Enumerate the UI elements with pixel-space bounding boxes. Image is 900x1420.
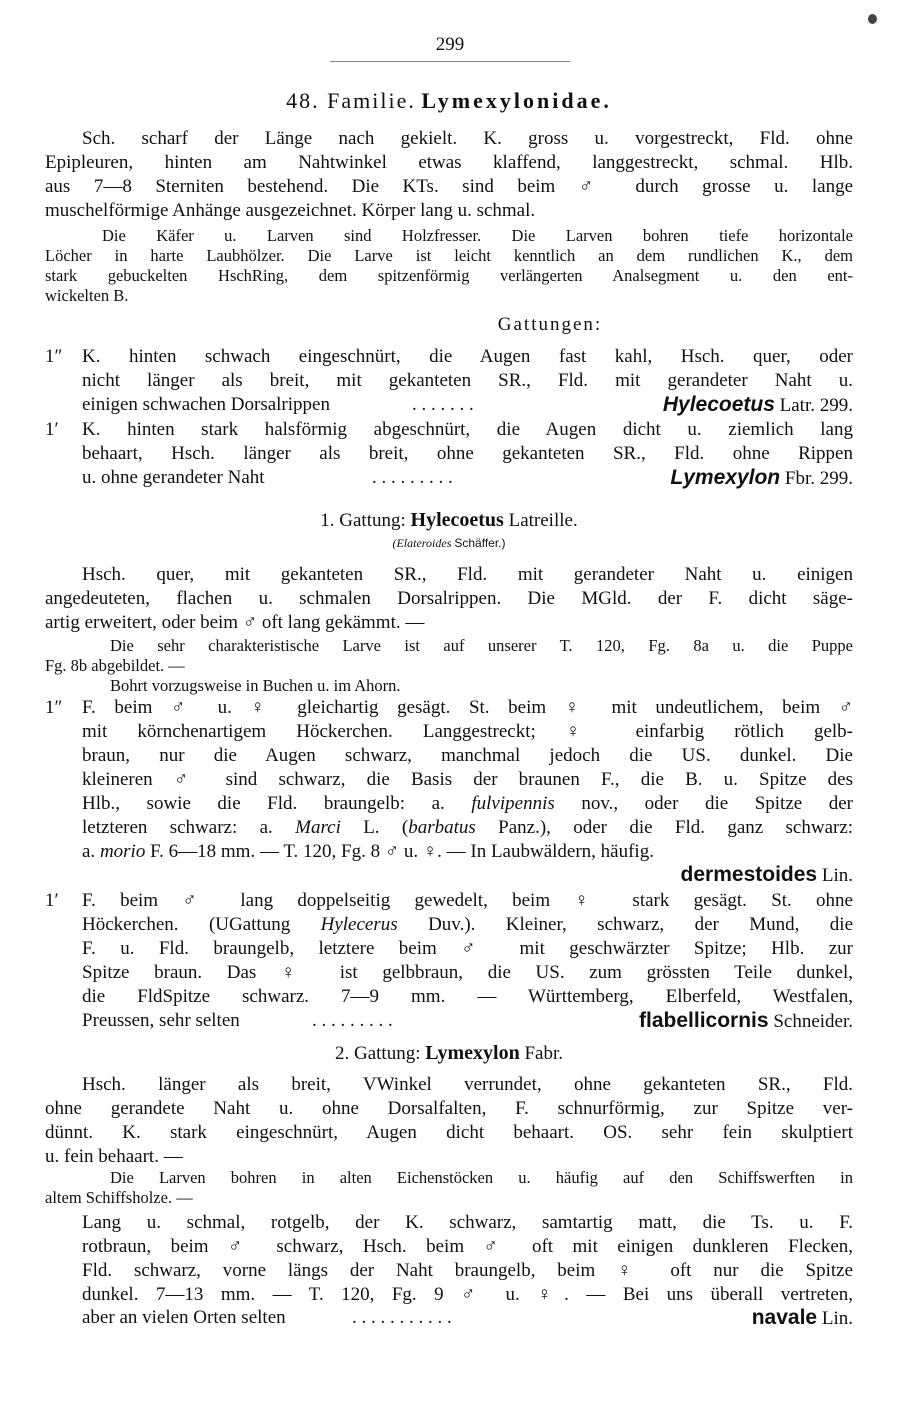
family-desc-line: Epipleuren, hinten am Nahtwinkel etwas klaffend, langgestreckt, schmal. Hlb. [45, 152, 853, 173]
family-name: Lymexylonidae. [421, 88, 612, 113]
key-genus-ref [663, 394, 853, 417]
species-text: Lang u. schmal, rotgelb, der K. schwarz, samtartig matt, die Ts. u. F. [82, 1212, 853, 1233]
key-couplet-1 [45, 346, 853, 368]
genus-author: Latreille. [508, 510, 578, 531]
genus-prefix: 2. Gattung: [335, 1043, 421, 1064]
genus2-note-line: altem Schiffsholze. — [45, 1188, 193, 1207]
species-text: a. [82, 841, 96, 862]
species-name: dermestoides [680, 863, 818, 886]
family-desc-line: aus 7—8 Sterniten bestehend. Die KTs. sind beim ♂ durch grosse u. lange [45, 176, 853, 197]
genus1-note-line: Fg. 8b abgebildet. — [45, 656, 185, 675]
species-author: Lin. [821, 865, 853, 886]
synonym-name: (Elateroides [392, 536, 452, 550]
species-text: Höckerchen. (UGattung [82, 914, 291, 935]
leader-dots: . . . . . . . . . . . [352, 1307, 452, 1328]
key-text: einigen schwachen Dorsalrippen [82, 394, 330, 415]
species-name-line [82, 1010, 853, 1032]
species-text: die FldSpitze schwarz. 7—9 mm. — Württemberg, Elberfeld, Westfalen, [82, 986, 853, 1007]
genus1-desc-line: angedeuteten, flachen u. schmalen Dorsalrippen. Die MGld. der F. dicht säge- [45, 588, 853, 609]
synonym-author: Schäffer.) [454, 536, 506, 550]
species-name-line [45, 864, 853, 887]
species-text: Panz.), oder die Fld. ganz schwarz: [498, 817, 854, 838]
key-line-genus [82, 467, 853, 489]
species-author: Schneider. [773, 1011, 853, 1032]
species-text: Duv.). Kleiner, schwarz, der Mund, die [428, 914, 854, 935]
genus1-desc-line: Hsch. quer, mit gekanteten SR., Fld. mit gerandeter Naht u. einigen [82, 564, 853, 585]
genus2-desc-line: u. fein behaart. — [45, 1146, 183, 1167]
species-text: dunkel. 7—13 mm. — T. 120, Fg. 9 ♂ u. ♀. — Bei uns überall vertreten, [82, 1284, 853, 1305]
species-name-line [82, 1307, 853, 1329]
family-desc-line: muschelförmige Anhänge ausgezeichnet. Körper lang u. schmal. [45, 200, 536, 221]
genus1-synonym [45, 536, 853, 550]
header-rule [330, 61, 570, 62]
genus-name: Hylecoetus [662, 393, 775, 416]
key-couplet-2 [45, 419, 853, 441]
aberration-name: morio [99, 841, 146, 862]
key-text: nicht länger als breit, mit gekanteten SR., Fld. mit gerandeter Naht u. [82, 370, 853, 391]
key-genus-ref [670, 467, 853, 490]
species-text: L. ( [363, 817, 409, 838]
genus-name: Lymexylon [425, 1042, 520, 1064]
key-number: 1′ [45, 419, 59, 440]
genus-name: Lymexylon [670, 466, 781, 489]
author-ref: Fbr. 299. [784, 468, 853, 489]
species-text-aberration [82, 841, 853, 863]
family-note-line: wickelten B. [45, 286, 129, 305]
species-text-aberration [82, 817, 853, 839]
key-text: K. hinten stark halsförmig abgeschnürt, die Augen dicht u. ziemlich lang [82, 419, 853, 440]
leader-dots: . . . . . . . . . [312, 1010, 393, 1031]
key-number: 1″ [45, 346, 63, 367]
family-desc-line: Sch. scharf der Länge nach gekielt. K. gross u. vorgestreckt, Fld. ohne [82, 128, 853, 149]
species-key-1 [45, 697, 853, 719]
family-note-line: Löcher in harte Laubhölzer. Die Larve ist leicht kenntlich an dem rundlichen K., dem [45, 246, 853, 265]
family-prefix: 48. Familie. [286, 88, 416, 113]
genus1-desc-line: artig erweitert, oder beim ♂ oft lang gekämmt. — [45, 612, 425, 633]
species-text: F. beim ♂ u. ♀ gleichartig gesägt. St. beim ♀ mit undeutlichem, beim ♂ [82, 697, 853, 718]
subgenus-name: Hylecerus [320, 914, 398, 935]
genus1-note-line: Die sehr charakteristische Larve ist auf unserer T. 120, Fg. 8a u. die Puppe [110, 636, 853, 655]
family-note-line: stark gebuckelten HschRing, dem spitzenförmig verlängerten Analsegment u. den ent- [45, 266, 853, 285]
species-text: braun, nur die Augen schwarz, manchmal jedoch die US. dunkel. Die [82, 745, 853, 766]
species-text: nov., oder die Spitze der [581, 793, 854, 814]
genus-prefix: 1. Gattung: [320, 510, 406, 531]
aberration-name: fulvipennis [471, 793, 555, 814]
author-ref: Latr. 299. [779, 395, 853, 416]
family-heading [45, 88, 853, 114]
key-text: K. hinten schwach eingeschnürt, die Augen fast kahl, Hsch. quer, oder [82, 346, 853, 367]
genus2-desc-line: ohne gerandete Naht u. ohne Dorsalfalten, F. schnurförmig, zur Spitze ver- [45, 1098, 853, 1119]
genus-name: Hylecoetus [410, 509, 504, 531]
species-text: kleineren ♂ sind schwarz, die Basis der braunen F., die B. u. Spitze des [82, 769, 853, 790]
genus2-desc-line: dünnt. K. stark eingeschnürt, Augen dicht behaart. OS. sehr fein skulptiert [45, 1122, 853, 1143]
ink-spot [868, 14, 877, 24]
genus2-heading [45, 1042, 853, 1065]
species-text: rotbraun, beim ♂ schwarz, Hsch. beim ♂ oft mit einigen dunkleren Flecken, [82, 1236, 853, 1257]
species-text: Preussen, sehr selten [82, 1010, 240, 1031]
genus2-note-line: Die Larven bohren in alten Eichenstöcken u. häufig auf den Schiffswerften in [110, 1168, 853, 1187]
species-author: Lin. [821, 1308, 853, 1329]
genus1-heading [45, 509, 853, 532]
species-text: Hlb., sowie die Fld. braungelb: a. [82, 793, 445, 814]
genus2-desc-line: Hsch. länger als breit, VWinkel verrundet, ohne gekanteten SR., Fld. [82, 1074, 853, 1095]
key-number: 1″ [45, 697, 63, 718]
species-text: Fld. schwarz, vorne längs der Naht braungelb, beim ♀ oft nur die Spitze [82, 1260, 853, 1281]
gattungen-heading: Gattungen: [497, 314, 603, 335]
key-line-genus [82, 394, 853, 416]
species-text-subgenus [82, 914, 853, 936]
synonym-name: barbatus [408, 817, 476, 838]
species-text-aberration [82, 793, 853, 815]
species-text: mit körnchenartigem Höckerchen. Langgestreckt; ♀ einfarbig rötlich gelb- [82, 721, 853, 742]
genus-author: Fabr. [524, 1043, 563, 1064]
genus1-note-line: Bohrt vorzugsweise in Buchen u. im Ahorn. [110, 676, 401, 695]
key-text: behaart, Hsch. länger als breit, ohne gekanteten SR., Fld. ohne Rippen [82, 443, 853, 464]
species-text: Spitze braun. Das ♀ ist gelbbraun, die US. zum grössten Teile dunkel, [82, 962, 853, 983]
species-text: F. 6—18 mm. — T. 120, Fg. 8 ♂ u. ♀. — In Laubwäldern, häufig. [150, 841, 654, 862]
key-text: u. ohne gerandeter Naht [82, 467, 265, 488]
species-text: F. u. Fld. braungelb, letztere beim ♂ mit geschwärzter Spitze; Hlb. zur [82, 938, 853, 959]
species-key-2 [45, 890, 853, 912]
species-text: aber an vielen Orten selten [82, 1307, 286, 1328]
page-number: 299 [435, 34, 465, 55]
species-text: F. beim ♂ lang doppelseitig gewedelt, beim ♀ stark gesägt. St. ohne [82, 890, 853, 911]
species-name: navale [751, 1306, 818, 1329]
leader-dots: . . . . . . . . . [372, 467, 453, 488]
family-note-line: Die Käfer u. Larven sind Holzfresser. Die Larven bohren tiefe horizontale [102, 226, 853, 245]
species-name: flabellicornis [639, 1009, 769, 1032]
aberration-name: Marci [295, 817, 341, 838]
leader-dots: . . . . . . . [412, 394, 474, 415]
key-number: 1′ [45, 890, 59, 911]
species-text: letzteren schwarz: a. [82, 817, 273, 838]
